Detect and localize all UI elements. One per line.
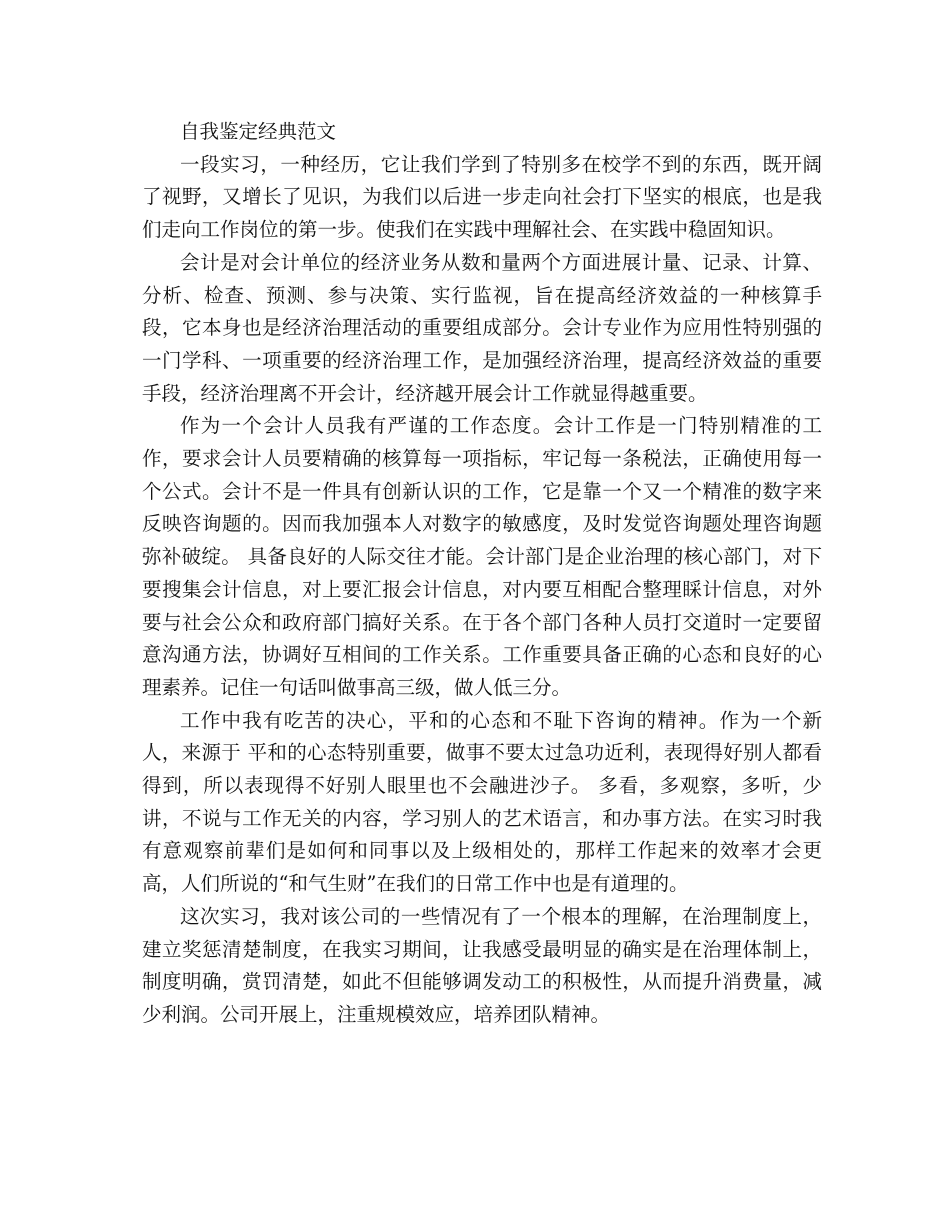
paragraph-mindset: 工作中我有吃苦的决心，平和的心态和不耻下咨询的精神。作为一个新人，来源于 平和的心态特别重要，做事不要太过急功近利，表现得好别人都看得到，所以表现得不好别人眼里也不会融进沙子。 多看，多观察，多听，少讲，不说与工作无关的内容，学习别人的艺术语言，和办事方法。在实习时我有意观察前辈们是如何和同事以及上级相处的，那样工作起来的效率才会更高，人们所说的“和气生财”在我们的日常工作中也是有道理的。 bbox=[142, 708, 822, 896]
paragraph-company-observations: 这次实习，我对该公司的一些情况有了一个根本的理解，在治理制度上，建立奖惩清楚制度，在我实习期间，让我感受最明显的确实是在治理体制上，制度明确，赏罚清楚，如此不但能够调发动工的积极性，从而提升消费量，减少利润。公司开展上，注重规模效应，培养团队精神。 bbox=[142, 904, 822, 1026]
paragraph-accounting-definition: 会计是对会计单位的经济业务从数和量两个方面进展计量、记录、计算、分析、检查、预测、参与决策、实行监视，旨在提高经济效益的一种核算手段，它本身也是经济治理活动的重要组成部分。会计专业作为应用性特别强的一门学科、一项重要的经济治理工作，是加强经济治理，提高经济效益的重要手段，经济治理离不开会计，经济越开展会计工作就显得越重要。 bbox=[142, 250, 822, 405]
document-title: 自我鉴定经典范文 bbox=[180, 120, 337, 143]
paragraph-work-attitude: 作为一个会计人员我有严谨的工作态度。会计工作是一门特别精准的工作，要求会计人员要精确的核算每一项指标，牢记每一条税法，正确使用每一个公式。会计不是一件具有创新认识的工作，它是靠一个又一个精准的数字来反映咨询题的。因而我加强本人对数字的敏感度，及时发觉咨询题处理咨询题弥补破绽。 具备良好的人际交往才能。会计部门是企业治理的核心部门，对下要搜集会计信息，对上要汇报会计信息，对内要互相配合整理睬计信息，对外要与社会公众和政府部门搞好关系。在于各个部门各种人员打交道时一定要留意沟通方法，协调好互相间的工作关系。工作重要具备正确的心态和良好的心理素养。记住一句话叫做事高三级，做人低三分。 bbox=[142, 414, 822, 699]
document-body bbox=[142, 116, 822, 1032]
paragraph-internship-intro: 一段实习，一种经历，它让我们学到了特别多在校学不到的东西，既开阔了视野，又增长了见识，为我们以后进一步走向社会打下坚实的根底，也是我们走向工作岗位的第一步。使我们在实践中理解社会、在实践中稳固知识。 bbox=[142, 152, 822, 242]
